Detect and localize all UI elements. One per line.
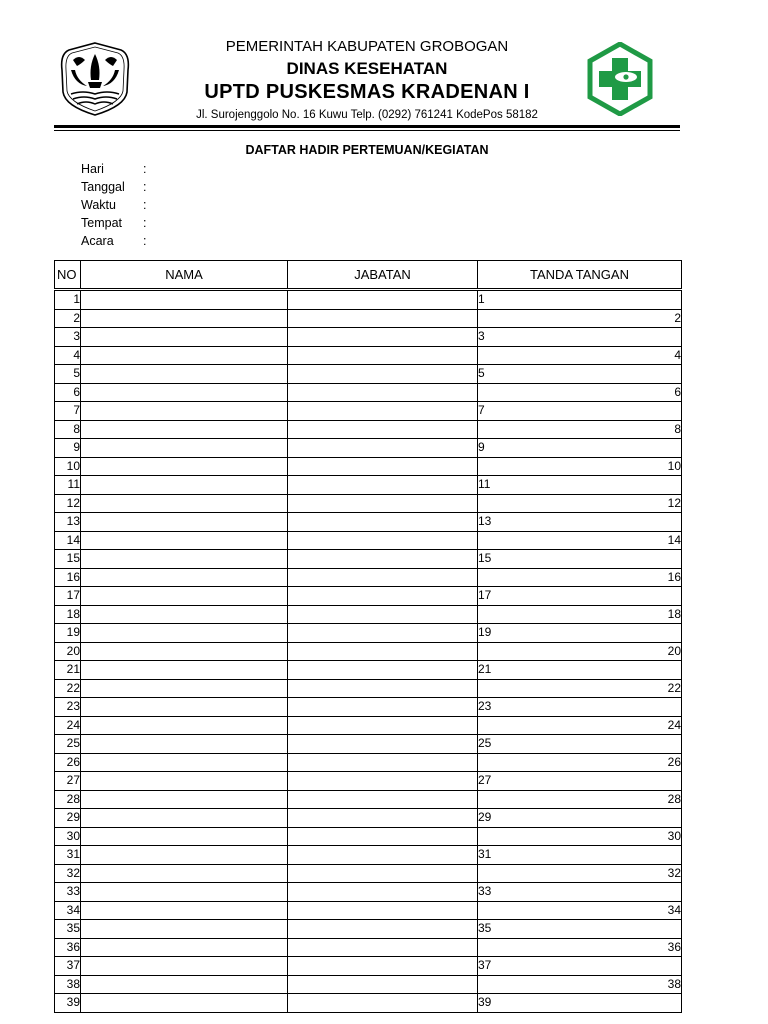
row-number: 15 (55, 550, 81, 569)
position-cell[interactable] (288, 605, 478, 624)
table-row (55, 772, 682, 791)
position-cell[interactable] (288, 550, 478, 569)
position-cell[interactable] (288, 513, 478, 532)
row-number: 26 (55, 753, 81, 772)
table-row (55, 328, 682, 347)
info-label: Acara (81, 234, 114, 248)
row-number: 37 (55, 957, 81, 976)
position-cell[interactable] (288, 290, 478, 310)
table-row (55, 476, 682, 495)
row-number: 16 (55, 568, 81, 587)
position-cell[interactable] (288, 439, 478, 458)
row-number: 11 (55, 476, 81, 495)
info-value: : (143, 198, 147, 212)
signature-cell[interactable]: 27 (478, 772, 682, 791)
clinic-name: UPTD PUSKESMAS KRADENAN I (204, 81, 530, 103)
name-cell[interactable] (81, 642, 288, 661)
position-cell[interactable] (288, 772, 478, 791)
meeting-info (81, 160, 146, 250)
name-cell[interactable] (81, 531, 288, 550)
name-cell[interactable] (81, 698, 288, 717)
info-value: : (143, 162, 147, 176)
position-cell[interactable] (288, 587, 478, 606)
table-row (55, 735, 682, 754)
table-row (55, 439, 682, 458)
signature-cell[interactable]: 18 (478, 605, 682, 624)
info-value: : (143, 234, 147, 248)
signature-cell[interactable]: 23 (478, 698, 682, 717)
position-cell[interactable] (288, 420, 478, 439)
position-cell[interactable] (288, 365, 478, 384)
table-row (55, 605, 682, 624)
table-row (55, 550, 682, 569)
name-cell[interactable] (81, 957, 288, 976)
table-row (55, 716, 682, 735)
position-cell[interactable] (288, 309, 478, 328)
row-number: 10 (55, 457, 81, 476)
signature-cell[interactable]: 21 (478, 661, 682, 680)
row-number: 3 (55, 328, 81, 347)
signature-cell[interactable]: 30 (478, 827, 682, 846)
name-cell[interactable] (81, 716, 288, 735)
position-cell[interactable] (288, 476, 478, 495)
position-cell[interactable] (288, 975, 478, 994)
position-cell[interactable] (288, 864, 478, 883)
name-cell[interactable] (81, 901, 288, 920)
row-number: 31 (55, 846, 81, 865)
signature-cell[interactable]: 19 (478, 624, 682, 643)
position-cell[interactable] (288, 383, 478, 402)
signature-cell[interactable]: 26 (478, 753, 682, 772)
table-row (55, 568, 682, 587)
row-number: 32 (55, 864, 81, 883)
signature-cell[interactable]: 33 (478, 883, 682, 902)
name-cell[interactable] (81, 550, 288, 569)
row-number: 23 (55, 698, 81, 717)
name-cell[interactable] (81, 365, 288, 384)
row-number: 1 (55, 290, 81, 310)
name-cell[interactable] (81, 513, 288, 532)
position-cell[interactable] (288, 846, 478, 865)
name-cell[interactable] (81, 346, 288, 365)
row-number: 30 (55, 827, 81, 846)
name-cell[interactable] (81, 457, 288, 476)
row-number: 6 (55, 383, 81, 402)
column-header-jabatan: JABATAN (288, 261, 478, 290)
name-cell[interactable] (81, 827, 288, 846)
row-number: 22 (55, 679, 81, 698)
name-cell[interactable] (81, 679, 288, 698)
position-cell[interactable] (288, 716, 478, 735)
signature-cell[interactable]: 25 (478, 735, 682, 754)
info-row-tempat (81, 214, 146, 232)
signature-cell[interactable]: 32 (478, 864, 682, 883)
info-row-waktu (81, 196, 146, 214)
table-row (55, 290, 682, 310)
position-cell[interactable] (288, 735, 478, 754)
position-cell[interactable] (288, 883, 478, 902)
table-row (55, 531, 682, 550)
table-row (55, 809, 682, 828)
signature-cell[interactable]: 35 (478, 920, 682, 939)
row-number: 29 (55, 809, 81, 828)
name-cell[interactable] (81, 735, 288, 754)
row-number: 28 (55, 790, 81, 809)
signature-cell[interactable]: 10 (478, 457, 682, 476)
row-number: 24 (55, 716, 81, 735)
position-cell[interactable] (288, 753, 478, 772)
row-number: 33 (55, 883, 81, 902)
position-cell[interactable] (288, 661, 478, 680)
name-cell[interactable] (81, 661, 288, 680)
info-value: : (143, 216, 147, 230)
row-number: 4 (55, 346, 81, 365)
table-row (55, 883, 682, 902)
position-cell[interactable] (288, 901, 478, 920)
signature-cell[interactable]: 28 (478, 790, 682, 809)
position-cell[interactable] (288, 328, 478, 347)
government-name: PEMERINTAH KABUPATEN GROBOGAN (225, 38, 509, 55)
position-cell[interactable] (288, 624, 478, 643)
signature-cell[interactable]: 38 (478, 975, 682, 994)
row-number: 19 (55, 624, 81, 643)
name-cell[interactable] (81, 624, 288, 643)
row-number: 12 (55, 494, 81, 513)
clinic-address: Jl. Surojenggolo No. 16 Kuwu Telp. (0292) 761241 KodePos 58182 (196, 109, 538, 121)
signature-cell[interactable]: 4 (478, 346, 682, 365)
column-header-nama: NAMA (81, 261, 288, 290)
position-cell[interactable] (288, 698, 478, 717)
name-cell[interactable] (81, 920, 288, 939)
signature-cell[interactable]: 24 (478, 716, 682, 735)
signature-cell[interactable]: 17 (478, 587, 682, 606)
position-cell[interactable] (288, 809, 478, 828)
signature-cell[interactable]: 31 (478, 846, 682, 865)
table-row (55, 698, 682, 717)
table-row (55, 513, 682, 532)
row-number: 5 (55, 365, 81, 384)
name-cell[interactable] (81, 309, 288, 328)
signature-cell[interactable]: 9 (478, 439, 682, 458)
row-number: 21 (55, 661, 81, 680)
row-number: 18 (55, 605, 81, 624)
position-cell[interactable] (288, 494, 478, 513)
info-row-hari (81, 160, 146, 178)
attendance-table (54, 260, 682, 1013)
table-row (55, 957, 682, 976)
table-row (55, 920, 682, 939)
table-row (55, 938, 682, 957)
signature-cell[interactable]: 3 (478, 328, 682, 347)
position-cell[interactable] (288, 827, 478, 846)
row-number: 2 (55, 309, 81, 328)
row-number: 8 (55, 420, 81, 439)
row-number: 13 (55, 513, 81, 532)
name-cell[interactable] (81, 864, 288, 883)
position-cell[interactable] (288, 790, 478, 809)
signature-cell[interactable]: 5 (478, 365, 682, 384)
info-label: Waktu (81, 198, 116, 212)
signature-cell[interactable]: 1 (478, 290, 682, 310)
row-number: 7 (55, 402, 81, 421)
row-number: 34 (55, 901, 81, 920)
table-row (55, 901, 682, 920)
table-row (55, 365, 682, 384)
name-cell[interactable] (81, 290, 288, 310)
position-cell[interactable] (288, 679, 478, 698)
row-number: 27 (55, 772, 81, 791)
signature-cell[interactable]: 39 (478, 994, 682, 1013)
info-label: Tanggal (81, 180, 125, 194)
health-cross-logo (584, 42, 656, 116)
header-rule-thick (54, 125, 680, 128)
table-row (55, 846, 682, 865)
signature-cell[interactable]: 6 (478, 383, 682, 402)
position-cell[interactable] (288, 457, 478, 476)
table-row (55, 753, 682, 772)
signature-cell[interactable]: 12 (478, 494, 682, 513)
position-cell[interactable] (288, 957, 478, 976)
info-label: Hari (81, 162, 104, 176)
name-cell[interactable] (81, 772, 288, 791)
table-row (55, 790, 682, 809)
name-cell[interactable] (81, 975, 288, 994)
signature-cell[interactable]: 20 (478, 642, 682, 661)
table-row (55, 661, 682, 680)
table-row (55, 624, 682, 643)
row-number: 14 (55, 531, 81, 550)
table-row (55, 864, 682, 883)
name-cell[interactable] (81, 568, 288, 587)
signature-cell[interactable]: 15 (478, 550, 682, 569)
table-row (55, 383, 682, 402)
table-row (55, 494, 682, 513)
position-cell[interactable] (288, 402, 478, 421)
info-label: Tempat (81, 216, 122, 230)
signature-cell[interactable]: 29 (478, 809, 682, 828)
row-number: 39 (55, 994, 81, 1013)
position-cell[interactable] (288, 642, 478, 661)
name-cell[interactable] (81, 494, 288, 513)
position-cell[interactable] (288, 568, 478, 587)
signature-cell[interactable]: 14 (478, 531, 682, 550)
header-rule-thin (54, 130, 680, 131)
signature-cell[interactable]: 2 (478, 309, 682, 328)
table-row (55, 642, 682, 661)
signature-cell[interactable]: 22 (478, 679, 682, 698)
name-cell[interactable] (81, 753, 288, 772)
table-row (55, 994, 682, 1013)
name-cell[interactable] (81, 383, 288, 402)
position-cell[interactable] (288, 938, 478, 957)
name-cell[interactable] (81, 402, 288, 421)
row-number: 25 (55, 735, 81, 754)
name-cell[interactable] (81, 439, 288, 458)
info-row-tanggal (81, 178, 146, 196)
name-cell[interactable] (81, 883, 288, 902)
name-cell[interactable] (81, 420, 288, 439)
table-row (55, 346, 682, 365)
name-cell[interactable] (81, 846, 288, 865)
row-number: 20 (55, 642, 81, 661)
signature-cell[interactable]: 13 (478, 513, 682, 532)
name-cell[interactable] (81, 328, 288, 347)
signature-cell[interactable]: 36 (478, 938, 682, 957)
signature-cell[interactable]: 34 (478, 901, 682, 920)
table-row (55, 457, 682, 476)
name-cell[interactable] (81, 587, 288, 606)
row-number: 36 (55, 938, 81, 957)
name-cell[interactable] (81, 476, 288, 495)
table-row (55, 679, 682, 698)
position-cell[interactable] (288, 920, 478, 939)
position-cell[interactable] (288, 994, 478, 1013)
row-number: 38 (55, 975, 81, 994)
column-header-no: NO (55, 261, 81, 290)
signature-cell[interactable]: 7 (478, 402, 682, 421)
signature-cell[interactable]: 11 (478, 476, 682, 495)
info-row-acara (81, 232, 146, 250)
position-cell[interactable] (288, 346, 478, 365)
info-value: : (143, 180, 147, 194)
signature-cell[interactable]: 37 (478, 957, 682, 976)
table-row (55, 587, 682, 606)
column-header-tanda-tangan: TANDA TANGAN (478, 261, 682, 290)
row-number: 17 (55, 587, 81, 606)
signature-cell[interactable]: 8 (478, 420, 682, 439)
name-cell[interactable] (81, 605, 288, 624)
signature-cell[interactable]: 16 (478, 568, 682, 587)
document-title: DAFTAR HADIR PERTEMUAN/KEGIATAN (245, 143, 489, 157)
row-number: 35 (55, 920, 81, 939)
table-header-row (55, 261, 682, 290)
table-row (55, 309, 682, 328)
name-cell[interactable] (81, 809, 288, 828)
table-row (55, 402, 682, 421)
department-name: DINAS KESEHATAN (286, 59, 448, 78)
attendance-rows (55, 290, 682, 1013)
table-row (55, 420, 682, 439)
name-cell[interactable] (81, 938, 288, 957)
table-row (55, 827, 682, 846)
table-row (55, 975, 682, 994)
name-cell[interactable] (81, 994, 288, 1013)
row-number: 9 (55, 439, 81, 458)
name-cell[interactable] (81, 790, 288, 809)
position-cell[interactable] (288, 531, 478, 550)
